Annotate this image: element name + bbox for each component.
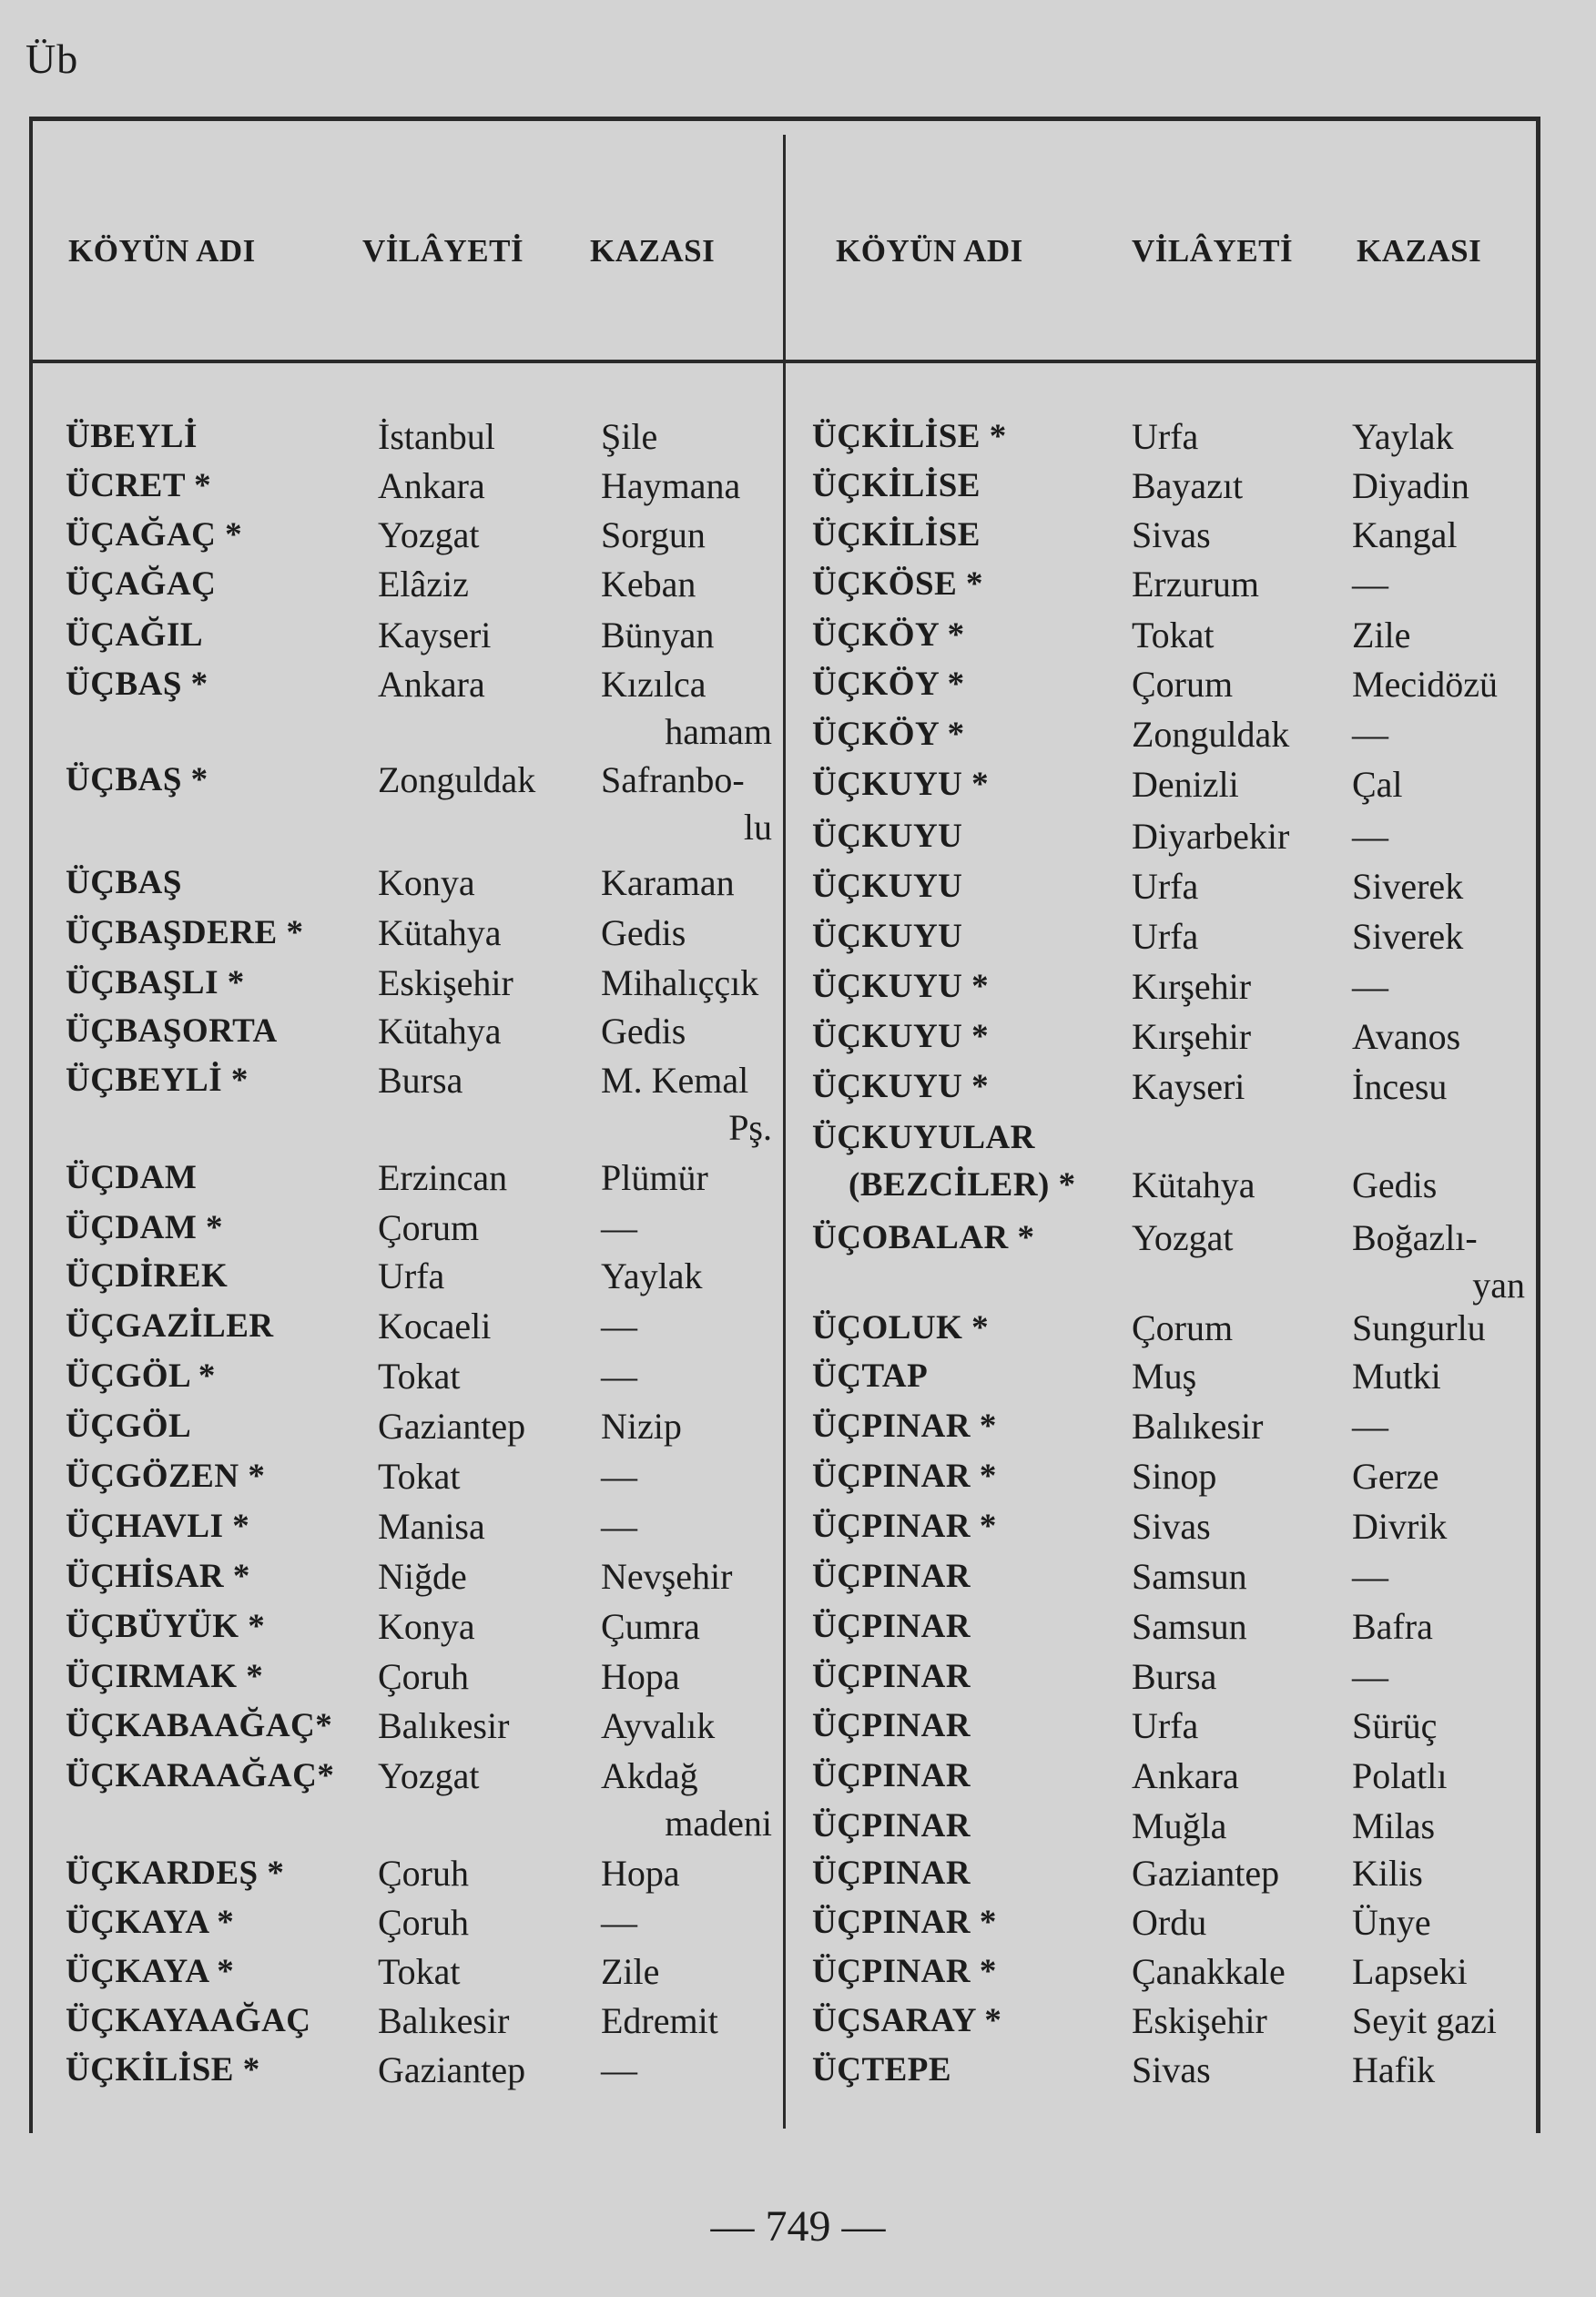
right-district: Zile	[1352, 615, 1411, 656]
right-village-name: ÜÇKUYU *	[812, 968, 990, 1005]
left-province: Zonguldak	[378, 759, 536, 800]
right-village-name: ÜÇKİLİSE	[812, 467, 981, 504]
left-province: Balıkesir	[378, 2000, 510, 2041]
right-district: Lapseki	[1352, 1951, 1468, 1992]
right-province: Urfa	[1132, 916, 1199, 957]
left-district: Edremit	[601, 2000, 718, 2041]
right-village-name: ÜÇKÖSE *	[812, 565, 984, 603]
column-divider	[783, 135, 786, 2129]
right-province: Sinop	[1132, 1456, 1217, 1497]
right-village-name: ÜÇKUYULAR	[812, 1119, 1035, 1156]
right-district: Hafik	[1352, 2049, 1436, 2090]
left-village-name: ÜÇAĞIL	[66, 616, 204, 654]
left-district-continuation: Pş.	[728, 1107, 772, 1148]
right-header-vilayet: VİLÂYETİ	[1132, 233, 1294, 269]
left-province: Bursa	[378, 1060, 463, 1101]
left-province: Tokat	[378, 1951, 461, 1992]
left-village-name: ÜÇBEYLİ *	[66, 1062, 249, 1099]
left-province: İstanbul	[378, 416, 495, 457]
left-district: Nevşehir	[601, 1556, 733, 1597]
left-header-kaza: KAZASI	[590, 233, 716, 269]
right-province: Urfa	[1132, 1705, 1199, 1746]
left-province: Urfa	[378, 1255, 445, 1296]
right-district: Diyadin	[1352, 465, 1469, 506]
right-province: Gaziantep	[1132, 1853, 1280, 1894]
right-village-name: ÜÇKİLİSE	[812, 516, 981, 554]
right-village-name: ÜÇKÖY *	[812, 616, 965, 654]
left-village-name: ÜÇHİSAR *	[66, 1558, 250, 1595]
left-village-name: ÜÇHAVLI *	[66, 1508, 250, 1545]
left-village-name: ÜÇKABAAĞAÇ*	[66, 1707, 333, 1744]
left-district-continuation: hamam	[665, 711, 772, 752]
right-district: Mutki	[1352, 1356, 1441, 1397]
right-province: Bursa	[1132, 1656, 1217, 1697]
right-village-name: ÜÇKUYU	[812, 868, 963, 905]
left-village-name: ÜÇBAŞDERE *	[66, 914, 304, 951]
left-district: —	[601, 1207, 637, 1248]
right-district: Sungurlu	[1352, 1307, 1486, 1348]
right-district: Kilis	[1352, 1853, 1423, 1894]
right-province: Ankara	[1132, 1755, 1239, 1796]
left-village-name: ÜBEYLİ	[66, 418, 198, 455]
right-village-name: ÜÇKUYU *	[812, 1018, 990, 1055]
left-village-name: ÜÇIRMAK *	[66, 1658, 264, 1695]
left-province: Manisa	[378, 1506, 485, 1547]
right-village-name: ÜÇTAP	[812, 1357, 929, 1395]
left-district: —	[601, 1506, 637, 1547]
left-province: Ankara	[378, 664, 485, 705]
right-district: Divrik	[1352, 1506, 1448, 1547]
left-village-name: ÜÇGAZİLER	[66, 1307, 274, 1345]
right-province: Sivas	[1132, 2049, 1211, 2090]
left-province: Gaziantep	[378, 2049, 526, 2090]
right-province: Eskişehir	[1132, 2000, 1267, 2041]
left-district: Mihalıççık	[601, 962, 759, 1003]
left-village-name: ÜÇDAM *	[66, 1209, 224, 1246]
left-village-name: ÜÇBAŞORTA	[66, 1012, 278, 1050]
left-district: Keban	[601, 564, 696, 605]
right-province: Çanakkale	[1132, 1951, 1286, 1992]
right-province: Ordu	[1132, 1902, 1207, 1943]
right-village-name: ÜÇKUYU *	[812, 1068, 990, 1105]
left-district: Akdağ	[601, 1755, 698, 1796]
left-district: —	[601, 1456, 637, 1497]
right-province: Tokat	[1132, 615, 1215, 656]
right-province: Kayseri	[1132, 1066, 1245, 1107]
left-village-name: ÜÇKAYA *	[66, 1953, 235, 1990]
right-district: Mecidözü	[1352, 664, 1498, 705]
left-village-name: ÜÇGÖL	[66, 1408, 192, 1445]
left-province: Tokat	[378, 1456, 461, 1497]
left-district: —	[601, 2049, 637, 2090]
right-village-name: ÜÇPINAR *	[812, 1408, 997, 1445]
right-district: —	[1352, 564, 1388, 605]
right-district: Siverek	[1352, 866, 1464, 907]
left-village-name: ÜÇKİLİSE *	[66, 2051, 260, 2089]
right-header-kaza: KAZASI	[1357, 233, 1482, 269]
left-village-name: ÜCRET *	[66, 467, 212, 504]
right-village-name: ÜÇTEPE	[812, 2051, 952, 2089]
right-village-name: ÜÇPINAR	[812, 1707, 971, 1744]
left-province: Tokat	[378, 1356, 461, 1397]
left-district: —	[601, 1306, 637, 1347]
right-district: —	[1352, 1656, 1388, 1697]
left-village-name: ÜÇKARAAĞAÇ*	[66, 1757, 335, 1794]
left-village-name: ÜÇKAYAAĞAÇ	[66, 2002, 311, 2039]
right-district: İncesu	[1352, 1066, 1448, 1107]
left-village-name: ÜÇKAYA *	[66, 1904, 235, 1941]
left-district: Çumra	[601, 1606, 700, 1647]
right-province: Sivas	[1132, 514, 1211, 555]
right-province: Denizli	[1132, 764, 1239, 805]
left-village-name: ÜÇAĞAÇ *	[66, 516, 243, 554]
right-province: Bayazıt	[1132, 465, 1244, 506]
left-province: Kütahya	[378, 912, 502, 953]
left-district: Plümür	[601, 1157, 708, 1198]
left-district: Gedis	[601, 1011, 686, 1052]
left-header-vilayet: VİLÂYETİ	[362, 233, 524, 269]
right-district: —	[1352, 816, 1388, 857]
left-district: Karaman	[601, 862, 735, 903]
left-district-continuation: lu	[743, 807, 772, 848]
right-province: Zonguldak	[1132, 714, 1290, 755]
left-province: Kütahya	[378, 1011, 502, 1052]
right-village-name: ÜÇPINAR *	[812, 1904, 997, 1941]
right-province: Samsun	[1132, 1606, 1247, 1647]
left-district: Gedis	[601, 912, 686, 953]
right-province: Sivas	[1132, 1506, 1211, 1547]
right-district: Kangal	[1352, 514, 1458, 555]
left-province: Ankara	[378, 465, 485, 506]
right-district: Milas	[1352, 1805, 1436, 1846]
page-corner-label: Üb	[25, 36, 79, 82]
right-province: Kütahya	[1132, 1164, 1255, 1205]
right-district: —	[1352, 1406, 1388, 1447]
right-village-name: ÜÇPINAR	[812, 1757, 971, 1794]
left-province: Çoruh	[378, 1656, 469, 1697]
left-province: Niğde	[378, 1556, 467, 1597]
right-district: Avanos	[1352, 1016, 1461, 1057]
right-district: Bafra	[1352, 1606, 1433, 1647]
left-province: Çoruh	[378, 1853, 469, 1894]
left-village-name: ÜÇAĞAÇ	[66, 565, 217, 603]
right-district: Polatlı	[1352, 1755, 1448, 1796]
left-district: Nizip	[601, 1406, 682, 1447]
left-district: Haymana	[601, 465, 741, 506]
left-province: Balıkesir	[378, 1705, 510, 1746]
left-village-name: ÜÇDAM	[66, 1159, 198, 1196]
right-district: —	[1352, 1556, 1388, 1597]
right-village-name: ÜÇPINAR	[812, 1855, 971, 1892]
left-district-continuation: madeni	[665, 1803, 772, 1844]
left-province: Elâziz	[378, 564, 469, 605]
right-village-name: ÜÇKÖY *	[812, 716, 965, 753]
left-district: M. Kemal	[601, 1060, 749, 1101]
left-village-name: ÜÇBAŞ	[66, 864, 182, 901]
left-district: —	[601, 1356, 637, 1397]
right-district: Boğazlı-	[1352, 1217, 1478, 1258]
left-village-name: ÜÇGÖL *	[66, 1357, 216, 1395]
right-province: Urfa	[1132, 416, 1199, 457]
right-village-name: ÜÇPINAR	[812, 1658, 971, 1695]
right-province: Samsun	[1132, 1556, 1247, 1597]
left-district: Bünyan	[601, 615, 715, 656]
right-district: Sürüç	[1352, 1705, 1438, 1746]
left-province: Gaziantep	[378, 1406, 526, 1447]
left-district: Hopa	[601, 1656, 680, 1697]
left-province: Kocaeli	[378, 1306, 492, 1347]
left-village-name: ÜÇBÜYÜK *	[66, 1608, 266, 1645]
right-village-name: ÜÇPINAR *	[812, 1508, 997, 1545]
left-village-name: ÜÇBAŞ *	[66, 761, 208, 798]
right-province: Urfa	[1132, 866, 1199, 907]
left-province: Yozgat	[378, 514, 480, 555]
left-district: Şile	[601, 416, 658, 457]
right-village-name: ÜÇKUYU	[812, 918, 963, 955]
left-district: Ayvalık	[601, 1705, 716, 1746]
left-province: Yozgat	[378, 1755, 480, 1796]
right-village-name: ÜÇKİLİSE *	[812, 418, 1007, 455]
left-district: Sorgun	[601, 514, 706, 555]
left-village-name: ÜÇKARDEŞ *	[66, 1855, 285, 1892]
left-province: Konya	[378, 862, 475, 903]
right-village-name: ÜÇKÖY *	[812, 666, 965, 703]
right-district: Seyit gazi	[1352, 2000, 1497, 2041]
left-district: Safranbo-	[601, 759, 745, 800]
right-province: Muş	[1132, 1356, 1197, 1397]
right-province: Muğla	[1132, 1805, 1227, 1846]
left-province: Eskişehir	[378, 962, 513, 1003]
right-village-name: ÜÇSARAY *	[812, 2002, 1002, 2039]
left-district: Kızılca	[601, 664, 707, 705]
right-village-name: ÜÇPINAR	[812, 1608, 971, 1645]
left-village-name: ÜÇDİREK	[66, 1257, 229, 1295]
right-district: Siverek	[1352, 916, 1464, 957]
right-district: Yaylak	[1352, 416, 1454, 457]
left-district: Hopa	[601, 1853, 680, 1894]
left-header-koy: KÖYÜN ADI	[68, 233, 256, 269]
left-province: Kayseri	[378, 615, 492, 656]
right-district: Gedis	[1352, 1164, 1438, 1205]
right-province: Yozgat	[1132, 1217, 1234, 1258]
right-district: Çal	[1352, 764, 1403, 805]
right-village-name-line2: (BEZCİLER) *	[849, 1166, 1076, 1204]
right-village-name: ÜÇKUYU	[812, 818, 963, 855]
left-province: Erzincan	[378, 1157, 508, 1198]
right-province: Diyarbekir	[1132, 816, 1290, 857]
right-province: Erzurum	[1132, 564, 1259, 605]
left-province: Çorum	[378, 1207, 480, 1248]
right-district: —	[1352, 966, 1388, 1007]
right-province: Çorum	[1132, 664, 1234, 705]
right-village-name: ÜÇPINAR *	[812, 1458, 997, 1495]
left-province: Çoruh	[378, 1902, 469, 1943]
right-province: Kırşehir	[1132, 1016, 1252, 1057]
left-district: Zile	[601, 1951, 660, 1992]
left-village-name: ÜÇBAŞLI *	[66, 964, 245, 1001]
right-village-name: ÜÇPINAR *	[812, 1953, 997, 1990]
left-district: —	[601, 1902, 637, 1943]
left-district: Yaylak	[601, 1255, 703, 1296]
right-village-name: ÜÇOBALAR *	[812, 1219, 1035, 1256]
right-village-name: ÜÇKUYU *	[812, 766, 990, 803]
right-province: Balıkesir	[1132, 1406, 1264, 1447]
right-province: Kırşehir	[1132, 966, 1252, 1007]
right-village-name: ÜÇPINAR	[812, 1558, 971, 1595]
right-province: Çorum	[1132, 1307, 1234, 1348]
right-header-koy: KÖYÜN ADI	[836, 233, 1023, 269]
right-district-continuation: yan	[1472, 1265, 1525, 1306]
left-village-name: ÜÇGÖZEN *	[66, 1458, 266, 1495]
left-village-name: ÜÇBAŞ *	[66, 666, 208, 703]
right-district: Gerze	[1352, 1456, 1439, 1497]
left-province: Konya	[378, 1606, 475, 1647]
right-village-name: ÜÇPINAR	[812, 1807, 971, 1845]
right-district: Ünye	[1352, 1902, 1431, 1943]
right-district: —	[1352, 714, 1388, 755]
page-number: — 749 —	[710, 2202, 886, 2251]
right-village-name: ÜÇOLUK *	[812, 1309, 990, 1347]
